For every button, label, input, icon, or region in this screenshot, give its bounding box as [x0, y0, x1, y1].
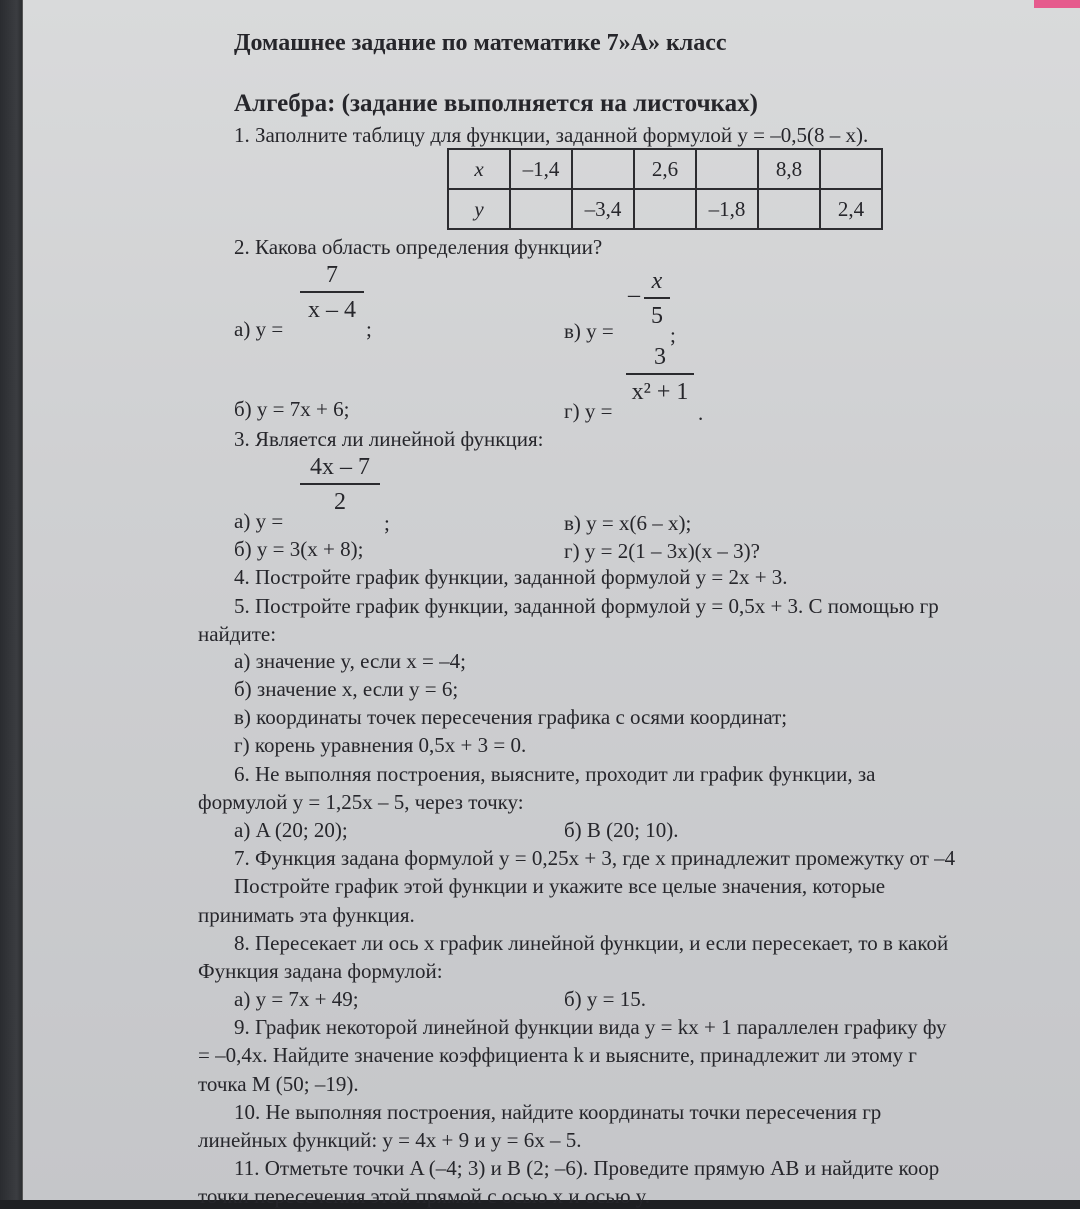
q2-v-label: в) y =: [564, 319, 614, 343]
numerator: x: [651, 268, 663, 294]
q2-a-label: а) y =: [234, 317, 284, 341]
numerator: 7: [326, 262, 338, 288]
numerator: 4x – 7: [310, 454, 370, 480]
table-cell: 8,8: [758, 149, 820, 189]
table-cell: [758, 189, 820, 229]
q1-text: 1. Заполните таблицу для функции, заданной формулой y = –0,5(8 – x).: [234, 123, 869, 147]
page-title: Домашнее задание по математике 7»А» класс: [234, 30, 727, 56]
fraction-bar: [300, 483, 380, 485]
denominator: x² + 1: [631, 379, 689, 405]
q8-text2: Функция задана формулой:: [198, 959, 443, 983]
q5-g: г) корень уравнения 0,5x + 3 = 0.: [234, 733, 527, 757]
q3-text: 3. Является ли линейной функция:: [234, 427, 544, 451]
denominator: 2: [334, 489, 346, 515]
q10-text2: линейных функций: y = 4x + 9 и y = 6x – 5.: [198, 1128, 582, 1152]
q2-g-end: .: [698, 401, 704, 425]
q8-text: 8. Пересекает ли ось x график линейной функции, и если пересекает, то в какой: [234, 931, 949, 955]
q5-text: 5. Постройте график функции, заданной формулой y = 0,5x + 3. С помощью гр: [234, 594, 939, 618]
q5-text2: найдите:: [198, 622, 277, 646]
table-cell: [510, 189, 572, 229]
table-cell: [634, 189, 696, 229]
q2-v-fraction: [644, 268, 670, 330]
q6-a: а) A (20; 20);: [234, 818, 348, 842]
q9-text3: точка M (50; –19).: [198, 1072, 359, 1096]
q2-text: 2. Какова область определения функции?: [234, 235, 603, 259]
q8-a: а) y = 7x + 49;: [234, 987, 359, 1011]
pink-corner: [1034, 0, 1080, 8]
q11-text2: точки пересечения этой прямой с осью x и осью y.: [198, 1184, 651, 1208]
q5-v: в) координаты точек пересечения графика с осями координат;: [234, 705, 788, 729]
q6-text2: формулой y = 1,25x – 5, через точку:: [198, 790, 524, 814]
table-row-y: [448, 189, 882, 229]
q5-b: б) значение x, если y = 6;: [234, 677, 459, 701]
q10-text: 10. Не выполняя построения, найдите координаты точки пересечения гр: [234, 1100, 882, 1124]
table-cell: –1,4: [510, 149, 572, 189]
table-cell: [820, 149, 882, 189]
fraction-bar: [644, 297, 670, 299]
table-cell: 2,6: [634, 149, 696, 189]
q2-v-minus: –: [628, 282, 640, 308]
q4-text: 4. Постройте график функции, заданной формулой y = 2x + 3.: [234, 565, 788, 589]
table-cell: y: [448, 189, 510, 229]
q6-text: 6. Не выполняя построения, выясните, проходит ли график функции, за: [234, 762, 876, 786]
numerator: 3: [654, 344, 666, 370]
fraction-bar: [300, 291, 364, 293]
q3-a-label: а) y =: [234, 509, 284, 533]
table-cell: x: [448, 149, 510, 189]
q3-a-end: ;: [384, 511, 390, 535]
q9-text: 9. График некоторой линейной функции вида y = kx + 1 параллелен графику фу: [234, 1015, 947, 1039]
q2-a-end: ;: [366, 317, 372, 341]
table-row-x: [448, 149, 882, 189]
q2-v-end: ;: [670, 323, 676, 347]
q7-text2: Постройте график этой функции и укажите все целые значения, которые: [234, 874, 886, 898]
q7-text3: принимать эта функция.: [198, 903, 415, 927]
fraction-bar: [626, 373, 694, 375]
q11-text: 11. Отметьте точки A (–4; 3) и B (2; –6). Проведите прямую AB и найдите коор: [234, 1156, 940, 1180]
q6-b: б) B (20; 10).: [564, 818, 679, 842]
q5-a: а) значение y, если x = –4;: [234, 649, 466, 673]
q2-a-fraction: [300, 262, 364, 324]
q8-b: б) y = 15.: [564, 987, 647, 1011]
q9-text2: = –0,4x. Найдите значение коэффициента k и выясните, принадлежит ли этому г: [198, 1043, 917, 1067]
denominator: 5: [651, 303, 663, 329]
q2-g-label: г) y =: [564, 399, 613, 423]
table-cell: –1,8: [696, 189, 758, 229]
table-cell: –3,4: [572, 189, 634, 229]
q3-g: г) y = 2(1 – 3x)(x – 3)?: [564, 539, 760, 563]
values-table: [447, 148, 883, 230]
q3-v: в) y = x(6 – x);: [564, 511, 692, 535]
q2-b: б) y = 7x + 6;: [234, 397, 350, 421]
q2-g-fraction: [626, 344, 694, 406]
table-cell: 2,4: [820, 189, 882, 229]
q7-text: 7. Функция задана формулой y = 0,25x + 3, где x принадлежит промежутку от –4: [234, 846, 956, 870]
q3-b: б) y = 3(x + 8);: [234, 537, 364, 561]
section-title: Алгебра: (задание выполняется на листочках): [234, 90, 758, 117]
denominator: x – 4: [308, 297, 356, 323]
table-cell: [696, 149, 758, 189]
q3-a-fraction: [300, 454, 380, 516]
table-cell: [572, 149, 634, 189]
